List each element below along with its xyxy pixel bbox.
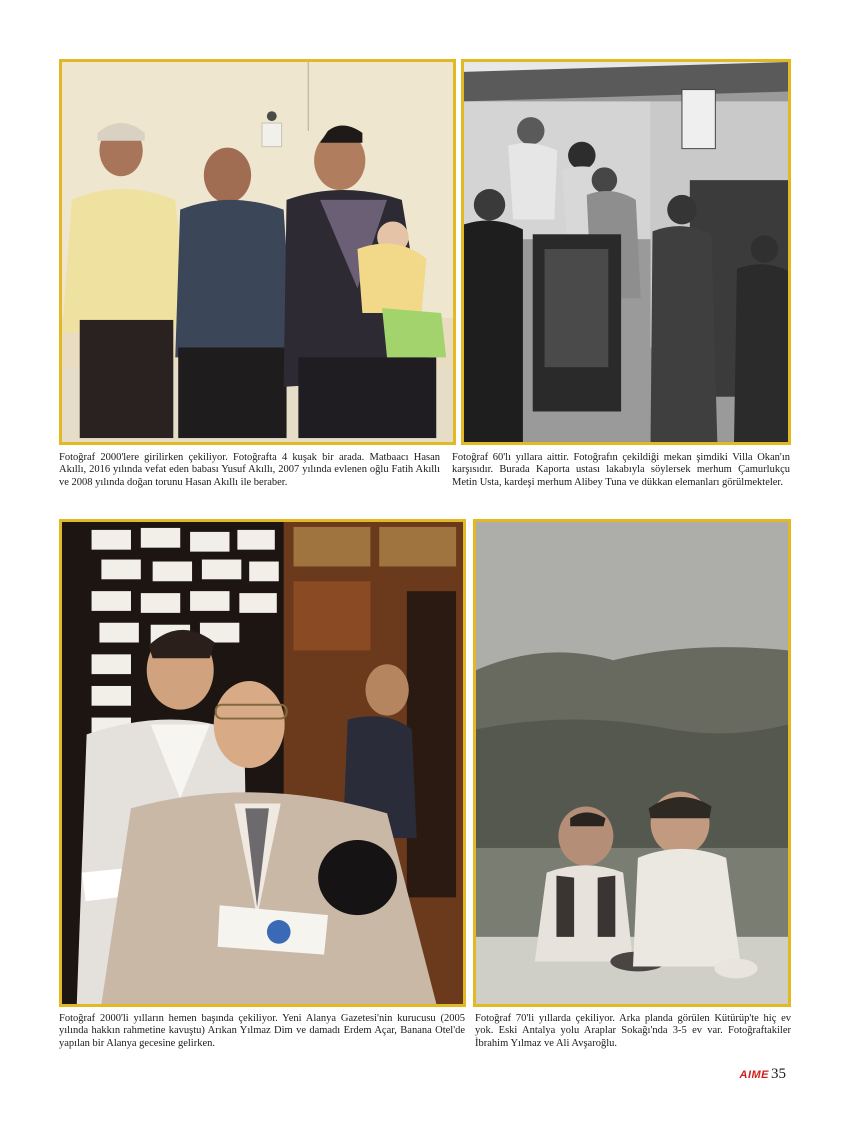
caption-kuturup-children: Fotoğraf 70'li yıllarda çekiliyor. Arka planda görülen Kütürüp'te hiç ev yok. Eski Antalya yolu Araplar Sokağı'nda 3-5 ev var. Fotoğraftakiler İbrahim Yılmaz ve Ali Avşaroğlu. — [475, 1013, 791, 1049]
caption-four-generations: Fotoğraf 2000'lere girilirken çekiliyor. Fotoğrafta 4 kuşak bir arada. Matbaacı Hasan Akıllı, 2016 yılında vefat eden babası Yusuf Akıllı, 2007 yılında evlenen oğlu Fatih Akıllı ve 2008 yılında doğan torunu Hasan Akıllı ile beraber. — [59, 452, 440, 488]
photo-alanya-night — [59, 519, 466, 1007]
caption-alanya-night: Fotoğraf 2000'li yılların hemen başında çekiliyor. Yeni Alanya Gazetesi'nin kurucusu (2005 yılında hakkın rahmetine kavuştu) Arıkan Yılmaz Dim ve damadı Erdem Açar, Banana Otel'de yapılan bir Alanya gecesine gelirken. — [59, 1013, 465, 1049]
magazine-logo: AIME — [739, 1069, 769, 1081]
page-footer — [740, 1066, 787, 1083]
photo-kuturup-children — [473, 519, 791, 1007]
caption-workshop-60s: Fotoğraf 60'lı yıllara aittir. Fotoğrafın çekildiği mekan şimdiki Villa Okan'ın karşısıdır. Burada Kaporta ustası lakabıyla söylersek merhum Çamurlukçu Metin Usta, kardeşi merhum Alibey Tuna ve dükkan elemanları görülmekteler. — [452, 452, 790, 488]
photo-four-generations — [59, 59, 456, 445]
page-number: 35 — [771, 1066, 786, 1082]
photo-workshop-60s — [461, 59, 791, 445]
